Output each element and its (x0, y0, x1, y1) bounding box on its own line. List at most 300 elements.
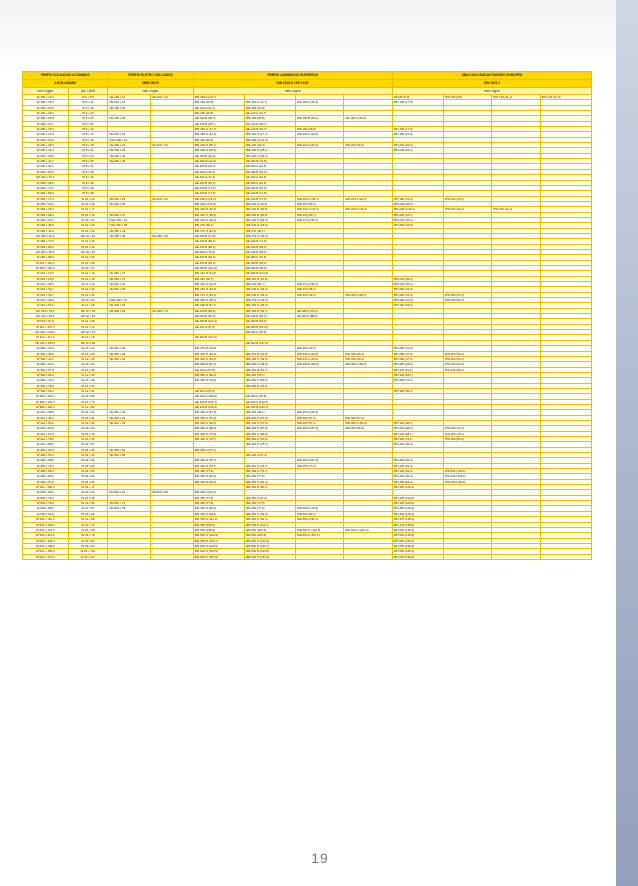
table-cell: IPN 280 (47,9) (392, 351, 443, 356)
norm-header-cell: ASTM A6/A6M (23, 80, 108, 88)
table-cell: IPE 450 (77,6) (244, 474, 295, 479)
table-cell: HE 280 B (104,2) (193, 319, 244, 324)
table-cell: W 10 x 49 (68, 239, 108, 244)
table-cell: W 16 x 36 (68, 420, 108, 425)
table-cell: W 610 x 113,0 (23, 533, 69, 538)
table-cell: W 310 x 28,3 (23, 282, 69, 287)
table-cell: CE 200 x 29 (108, 148, 151, 153)
table-cell: HE 340 A (104,8) (193, 394, 244, 399)
table-cell (492, 554, 540, 559)
table-cell: HE 220 A (97,6) (193, 324, 244, 329)
table-cell: W 6 x 8,5 (68, 95, 108, 100)
table-cell: HE 260 B (93,0) (244, 319, 295, 324)
table-cell: W 410 x 46,1 (23, 415, 69, 420)
header-shade (0, 0, 616, 70)
table-cell: W 14 x 34 (68, 362, 108, 367)
table-cell: IPE 220 O (29,4) (244, 153, 295, 158)
table-cell: IPN 320 (61,0) (392, 367, 443, 372)
table-cell: IPE 180 O (21,3) (193, 132, 244, 137)
table-cell: W 460 x 82,0 (23, 469, 69, 474)
table-cell: CVE 300 x 47 (108, 298, 151, 303)
table-cell: IPE 270 O (42,3) (244, 233, 295, 238)
table-cell: IPN 340 (68,1) (444, 367, 492, 372)
table-cell: W 8 x 15 (68, 137, 108, 142)
table-cell: W 12 x 26 (68, 292, 108, 297)
table-cell: IPN 425 (103,6) (444, 479, 492, 484)
table-cell: IPN 180 (21,9) (392, 132, 443, 137)
table-cell: IPE 360 R (70,3) (193, 378, 244, 383)
table-cell: W 250 x 17,9 (23, 196, 69, 201)
table-cell: HP 250 x 62,0 (23, 233, 69, 238)
table-cell: W 310 x 38,7 (23, 292, 69, 297)
table-cell: HE 320 A (97,6) (244, 330, 295, 335)
table-cell: IPE 180 B (22,1) (296, 116, 344, 121)
table-cell: IPN 400 (92,4) (392, 463, 443, 468)
table-cell: HP 310 x 93,0 (23, 314, 69, 319)
table-cell: W 460 x 60,0 (23, 453, 69, 458)
table-cell: W 360 x 91,0 (23, 388, 69, 393)
table-cell: W 530 x 74,0 (23, 501, 69, 506)
table-cell: IPE 330 R (60,3) (296, 362, 344, 367)
table-cell: IPN 450 (115,4) (392, 485, 443, 490)
table-cell: W 310 x 52,0 (23, 303, 69, 308)
table-cell: W 8 x 35 (68, 169, 108, 174)
table-cell: IPN 120 (11,1) (492, 95, 540, 100)
table-cell: W 460 x 89,0 (23, 474, 69, 479)
table-cell: IPE 200 R (26,6) (244, 207, 295, 212)
table-cell: IPE 180 (18,8) (296, 127, 344, 132)
table-cell: VE 500 x 61 (108, 490, 151, 495)
table-cell: W 310 x 21,0 (23, 271, 69, 276)
table-cell: W 6 x 20 (68, 116, 108, 121)
table-cell: W 14 x 38 (68, 367, 108, 372)
table-cell: IPE 360 A (50,2) (344, 362, 392, 367)
table-cell: W 150 x 29,8 (23, 116, 69, 121)
table-cell: HP 12 x 74 (68, 330, 108, 335)
table-cell: IPN 550 (166,4) (392, 538, 443, 543)
table-cell: W 200 x 26,6 (23, 143, 69, 148)
table-cell: IPE 220 (26,2) (344, 143, 392, 148)
table-cell: IPE 450 (77,6) (193, 501, 244, 506)
table-cell: W 10 x 68 (68, 260, 108, 265)
table-cell: IPE 330 O (57,0) (244, 415, 295, 420)
table-cell: IPE 600 O (154,5) (244, 554, 295, 559)
table-cell: IPN 300 (54,2) (392, 362, 443, 367)
table-cell: IPE 450 O (92,4) (193, 511, 244, 516)
table-cell: W 10 x 60 (68, 255, 108, 260)
table-cell: IPE 270 R (44,0) (244, 351, 295, 356)
table-cell: W 16 x 26 (68, 410, 108, 415)
table-cell: VE 300 x 33 (108, 287, 151, 292)
table-cell: W 6 x 15 (68, 105, 108, 110)
table-cell: W 530 x 85,0 (23, 506, 69, 511)
table-cell: W 250 x 73,0 (23, 239, 69, 244)
table-cell: IPE 550 O (122,5) (296, 527, 344, 532)
table-cell: HE 320 A (97,6) (193, 388, 244, 393)
table-cell: IPE 300 O (49,3) (193, 298, 244, 303)
table-cell: W 10 x 19 (68, 212, 108, 217)
table-cell: IPN 200 (26,2) (444, 196, 492, 201)
table-cell: HE 160 A (30,4) (344, 116, 392, 121)
table-cell: CE 150 x 26 (108, 116, 151, 121)
table-cell: IPN 220 (31,1) (392, 148, 443, 153)
table-cell: HP 12 x 53 (68, 308, 108, 313)
table-cell: W 6 x 25 (68, 121, 108, 126)
unit-header-cell: mm x kg/m (193, 88, 392, 95)
table-cell: IPN 400 (92,4) (392, 479, 443, 484)
table-cell: IPE 200 (22,4) (193, 137, 244, 142)
table-cell: IPN 425 (103,6) (444, 474, 492, 479)
table-cell: VE 200 x 16 (108, 132, 151, 137)
table-cell: IPE 160 (15,8) (193, 100, 244, 105)
table-cell: VE 150 x 13 (151, 95, 194, 100)
table-cell: W 24 x 104 (68, 549, 108, 554)
table-cell: IPE 200 (22,4) (244, 143, 295, 148)
table-cell: CVE 250 x 38 (108, 223, 151, 228)
table-cell: CE 200 x 34 (108, 153, 151, 158)
group-header-cell: PERFIS LAMINADOS EUROPEUS (193, 72, 392, 80)
table-cell: IPE 270 (36,1) (244, 228, 295, 233)
table-cell: IPE 600 O (107,2) (344, 527, 392, 532)
table-cell: W 530 x 109,0 (23, 522, 69, 527)
table-cell: HE 260 B (93,0) (244, 260, 295, 265)
table-cell: IPE 450 O (92,4) (244, 517, 295, 522)
table-cell: IPN 550 (166,4) (392, 549, 443, 554)
table-cell: VE 400 x 49 (108, 420, 151, 425)
table-cell: IPE 300 O (49,3) (244, 362, 295, 367)
table-cell: IPN 550 (166,4) (392, 543, 443, 548)
table-cell: CE 300 x 52 (108, 303, 151, 308)
table-cell: W 410 x 67,0 (23, 431, 69, 436)
table-cell: IPE 360 O (66,0) (244, 431, 295, 436)
table-cell: W 310 x 32,7 (23, 287, 69, 292)
table-cell: W 250 x 44,8 (23, 228, 69, 233)
table-cell: IPE 360 R (70,3) (244, 383, 295, 388)
table-cell: IPE 400 O (75,7) (244, 442, 295, 447)
table-cell: W 410 x 53,0 (23, 420, 69, 425)
table-cell: IPE 360 O (66,0) (193, 426, 244, 431)
table-cell: IPE 360 A (50,2) (296, 410, 344, 415)
table-cell: W 21 x 73 (68, 522, 108, 527)
table-cell: IPE 220 O (29,4) (193, 148, 244, 153)
table-cell: W 8 x 40 (68, 180, 108, 185)
table-cell: HE 280 A (76,4) (296, 308, 344, 313)
table-cell: HE 240 B (83,2) (193, 239, 244, 244)
table-cell: W 10 x 12 (68, 196, 108, 201)
table-cell: HE 220 B (71,5) (193, 185, 244, 190)
table-cell: VE 350 x 35 (108, 351, 151, 356)
table-cell: W 460 x 52,0 (23, 447, 69, 452)
table-cell: W 12 x 30 (68, 298, 108, 303)
table-cell: W 21 x 44 (68, 490, 108, 495)
table-cell: W 410 x 75,0 (23, 437, 69, 442)
table-cell: IPE 180 (18,8) (193, 111, 244, 116)
table-cell: IPN 300 (54,2) (444, 356, 492, 361)
table-cell: IPE 360 O (66,0) (244, 378, 295, 383)
table-cell: IPE 400 A (57,4) (193, 447, 244, 452)
table-cell: IPN 600 (199,4) (392, 554, 443, 559)
table-cell: HE 300 B (117,0) (244, 340, 295, 345)
table-cell: W 150 x 13,0 (23, 95, 69, 100)
table-cell: IPE 220 A (22,2) (296, 143, 344, 148)
table-cell: W 24 x 84 (68, 538, 108, 543)
table-cell: IPE 550 (105,5) (193, 527, 244, 532)
table-cell: W 24 x 117 (68, 554, 108, 559)
table-cell: W 360 x 57,8 (23, 367, 69, 372)
table-cell: HE 240 B (83,2) (244, 244, 295, 249)
table-cell: IPE 550 R (133,7) (244, 543, 295, 548)
norm-header-cell: DIN 1025-1 (392, 80, 591, 88)
table-cell: VE 200 x 25 (151, 196, 194, 201)
table-cell: IPE 450 A (67,2) (296, 458, 344, 463)
table-cell: IPE 270 (36,1) (193, 223, 244, 228)
table-cell: IPN 260 (41,9) (392, 292, 443, 297)
table-cell: IPE 220 O (29,4) (296, 207, 344, 212)
table-cell: IPE 450 (77,6) (296, 463, 344, 468)
table-cell: W 250 x 101,0 (23, 260, 69, 265)
table-cell: HP 310 x 79,0 (23, 308, 69, 313)
table-cell: HE 240 B (83,2) (244, 249, 295, 254)
table-cell: IPE 200 R (26,6) (193, 207, 244, 212)
table-cell (151, 554, 194, 559)
table-cell: IPN 300 (54,2) (444, 351, 492, 356)
table-cell: W 200 x 22,5 (23, 137, 69, 142)
table-cell: HE 140 A (24,7) (244, 111, 295, 116)
table-cell: IPE 330 O (57,0) (193, 415, 244, 420)
table-cell: IPN 280 (47,9) (392, 298, 443, 303)
table-cell: W 310 x 44,5 (23, 298, 69, 303)
table-cell: IPE 270 (36,1) (296, 287, 344, 292)
table-cell: HE 240 B (83,2) (244, 314, 295, 319)
table-cell: HE 200 A (42,3) (193, 175, 244, 180)
table-cell: IPE 160 A (12,7) (244, 100, 295, 105)
table-cell: W 200 x 35,9 (23, 153, 69, 158)
table-cell: HP 200 x 53,0 (23, 175, 69, 180)
table-cell: W 360 x 110,0 (23, 399, 69, 404)
table-cell: HE 280 A (76,4) (193, 249, 244, 254)
table-cell: IPE 400 A (57,4) (296, 426, 344, 431)
table-cell: W 360 x 51,0 (23, 362, 69, 367)
table-cell: IPN 160 (17,9) (392, 127, 443, 132)
table-cell: W 250 x 38,5 (23, 223, 69, 228)
table-cell: IPE 220 O (29,4) (244, 217, 295, 222)
table-cell: HP 10 x 57 (68, 249, 108, 254)
table-cell: IPN 340 (68,1) (392, 372, 443, 377)
table-cell: HE 180 B (51,2) (193, 164, 244, 169)
table-cell: HE 320 B (126,7) (193, 399, 244, 404)
table-cell: IPE 450 (77,6) (244, 501, 295, 506)
table-cell: HE 220 B (71,5) (244, 239, 295, 244)
table-cell: W 360 x 72,0 (23, 378, 69, 383)
table-cell: IPE 400 O (75,7) (244, 463, 295, 468)
table-cell: W 14 x 22 (68, 346, 108, 351)
table-cell: IPE 600 O (154,5) (193, 554, 244, 559)
table-cell: W 14 x 26 (68, 351, 108, 356)
table-cell: IPN 400 (92,4) (392, 458, 443, 463)
table-cell: IPE 600 O (154,5) (193, 549, 244, 554)
table-cell: HE 280 B (104,2) (193, 266, 244, 271)
table-cell: W 10 x 77 (68, 266, 108, 271)
table-cell: IPE 450 (77,6) (193, 495, 244, 500)
table-cell: IPE 450 A (67,2) (244, 495, 295, 500)
table-cell: IPE 240 O (34,3) (244, 223, 295, 228)
table-cell: IPE 550 (105,5) (244, 527, 295, 532)
table-cell: IPE 160 (15,8) (244, 105, 295, 110)
norm-header-cell: DIN 1025-5 / EN 19-57 (193, 80, 392, 88)
table-cell: HE 220 B (71,5) (244, 196, 295, 201)
table-cell: W 14 x 30 (68, 356, 108, 361)
side-decorative-band (616, 0, 638, 886)
table-cell: IPE 270 A (30,7) (296, 282, 344, 287)
table-cell: IPE 220 R (31,6) (344, 207, 392, 212)
table-cell: W 250 x 25,3 (23, 207, 69, 212)
table-cell: W 360 x 64,0 (23, 372, 69, 377)
table-cell: IPN 200 (26,2) (444, 207, 492, 212)
table-cell: HP 310 x 110,0 (23, 330, 69, 335)
table-cell: VE 250 x 18 (108, 196, 151, 201)
table-cell: IPE 600 R (144,5) (244, 549, 295, 554)
table-cell: HE 260 A (57,8) (193, 367, 244, 372)
table-cell: IPN 300 (54,2) (392, 303, 443, 308)
table-cell: IPN 425 (103,6) (392, 495, 443, 500)
table-cell: IPE 330 A (43,0) (296, 351, 344, 356)
table-cell: W 21 x 62 (68, 511, 108, 516)
table-cell: IPE 450 R (95,2) (244, 485, 295, 490)
norm-header-cell: NBR 15279 (108, 80, 193, 88)
table-cell: HP 12 x 84 (68, 340, 108, 345)
table-cell: IPE 240 O (34,3) (244, 287, 295, 292)
table-cell: IPE 200 A (18,4) (296, 132, 344, 137)
table-cell: IPE 300 O (49,3) (244, 356, 295, 361)
table-cell: IPE 160 O (17,7) (244, 132, 295, 137)
table-cell: HP 250 x 85,0 (23, 249, 69, 254)
table-cell: IPN 400 (92,4) (392, 469, 443, 474)
table-cell: IPE 360 O (66,0) (344, 420, 392, 425)
table-cell: W 360 x 39,0 (23, 351, 69, 356)
table-cell: VE 450 x 59 (108, 453, 151, 458)
table-cell: HE 140 A (24,7) (193, 105, 244, 110)
table-cell: IPN 360 (76,1) (392, 378, 443, 383)
table-cell: W 200 x 71,0 (23, 185, 69, 190)
table-cell: HE 280 A (76,4) (244, 255, 295, 260)
table-cell: IPE 330 O (57,0) (193, 410, 244, 415)
table-cell: VE 350 x 43 (108, 356, 151, 361)
table-cell: VE 450 x 51 (108, 447, 151, 452)
table-cell: W 24 x 68 (68, 527, 108, 532)
table-cell: W 18 x 55 (68, 469, 108, 474)
table-cell: IPN 400 (92,4) (392, 442, 443, 447)
table-cell (296, 554, 344, 559)
table-cell: HE 280 B (104,2) (244, 271, 295, 276)
table-cell: IPE 240 O (34,3) (193, 217, 244, 222)
table-cell: IPN 500 (140,5) (392, 527, 443, 532)
table-cell: W 14 x 68 (68, 394, 108, 399)
table-cell: IPE 360 (57,1) (296, 415, 344, 420)
table-cell: HP 10 x 42 (68, 233, 108, 238)
table-cell: IPE 600 R (144,5) (193, 543, 244, 548)
table-cell: W 10 x 17 (68, 207, 108, 212)
table-cell: IPE 220 R (31,6) (193, 271, 244, 276)
table-cell: W 310 x 107,0 (23, 324, 69, 329)
table-cell: W 12 x 72 (68, 324, 108, 329)
table-cell: W 460 x 106,0 (23, 485, 69, 490)
table-cell: W 12 x 79 (68, 335, 108, 340)
table-cell: W 360 x 44,0 (23, 356, 69, 361)
table-cell: W 410 x 60,0 (23, 426, 69, 431)
unit-header-cell: mm x kg/m (392, 88, 591, 95)
table-cell: IPE 500 (90,7) (296, 511, 344, 516)
table-cell: IPE 180 (18,8) (244, 116, 295, 121)
table-cell: W 18 x 46 (68, 458, 108, 463)
group-header-row (23, 72, 592, 80)
table-cell: IPE 450 O (92,4) (244, 479, 295, 484)
table-cell: VE 350 x 43 (108, 410, 151, 415)
table-cell: W 360 x 79,0 (23, 383, 69, 388)
table-cell: IPE 550 (105,5) (244, 533, 295, 538)
table-cell: IPN 280 (47,9) (444, 292, 492, 297)
group-header-cell: PERFIS ELETRO SOLDADOS (108, 72, 193, 80)
table-cell: IPE 550 (105,5) (193, 522, 244, 527)
table-cell: HE 220 B (71,5) (193, 233, 244, 238)
table-body (23, 95, 592, 560)
table-cell: W 200 x 19,3 (23, 132, 69, 137)
table-cell: IPN 180 (21,9) (392, 196, 443, 201)
table-cell: IPE 240 O (34,3) (244, 292, 295, 297)
table-cell: W 21 x 50 (68, 501, 108, 506)
table-cell: HE 220 B (71,5) (244, 191, 295, 196)
table-cell: CE 300 x 76 (151, 308, 194, 313)
table-cell: VE 500 x 68 (151, 490, 194, 495)
table-cell: W 200 x 41,7 (23, 159, 69, 164)
table-cell: IPE 300 R (51,7) (244, 367, 295, 372)
table-cell: VE 500 x 73 (108, 501, 151, 506)
table-cell: W 10 x 15 (68, 201, 108, 206)
table-cell (540, 554, 591, 559)
table-cell: IPN 260 (41,9) (392, 287, 443, 292)
table-cell: IPE 300 R (51,7) (244, 308, 295, 313)
unit-header-cell: pol. x lb/ft (68, 88, 108, 95)
table-cell: IPE 270 O (42,3) (244, 298, 295, 303)
table-cell: W 530 x 66,0 (23, 490, 69, 495)
table-cell: HE 180 B (51,2) (244, 169, 295, 174)
table-cell: IPE 220 A (22,2) (344, 196, 392, 201)
table-cell: IPN 475 (128,0) (392, 517, 443, 522)
table-cell: IPE 360 (57,1) (244, 372, 295, 377)
table-cell: IPE 330 A (43,0) (296, 356, 344, 361)
table-cell: IPE 200 O (25,1) (193, 143, 244, 148)
group-header-cell: ABAS INCLINADAS PADRÃO EUROPEU (392, 72, 591, 80)
table-cell: IPE 220 R (31,6) (244, 276, 295, 281)
table-cell: IPE 270 A (30,7) (296, 217, 344, 222)
table-cell: W 360 x 101,0 (23, 394, 69, 399)
table-cell: W 460 x 68,0 (23, 458, 69, 463)
table-cell: W 610 x 140,0 (23, 543, 69, 548)
table-cell: CE 250 x 62 (151, 233, 194, 238)
table-cell: CE 150 x 20 (108, 105, 151, 110)
table-cell: IPE 450 R (95,2) (193, 479, 244, 484)
table-cell: HE 160 M (42,6) (193, 159, 244, 164)
table-cell: IPE 270 O (42,3) (193, 292, 244, 297)
table-cell: W 150 x 24,0 (23, 111, 69, 116)
table-cell: W 18 x 71 (68, 485, 108, 490)
table-cell: IPE 240 (30,7) (193, 276, 244, 281)
table-cell: W 6 x 12 (68, 100, 108, 105)
table-cell: IPN 380 (84,0) (444, 437, 492, 442)
table-cell: HE 260 B (93,0) (193, 255, 244, 260)
table-cell: IPE 300 O (49,3) (244, 303, 295, 308)
table-cell: W 21 x 68 (68, 517, 108, 522)
table-cell: W 8 x 31 (68, 164, 108, 169)
